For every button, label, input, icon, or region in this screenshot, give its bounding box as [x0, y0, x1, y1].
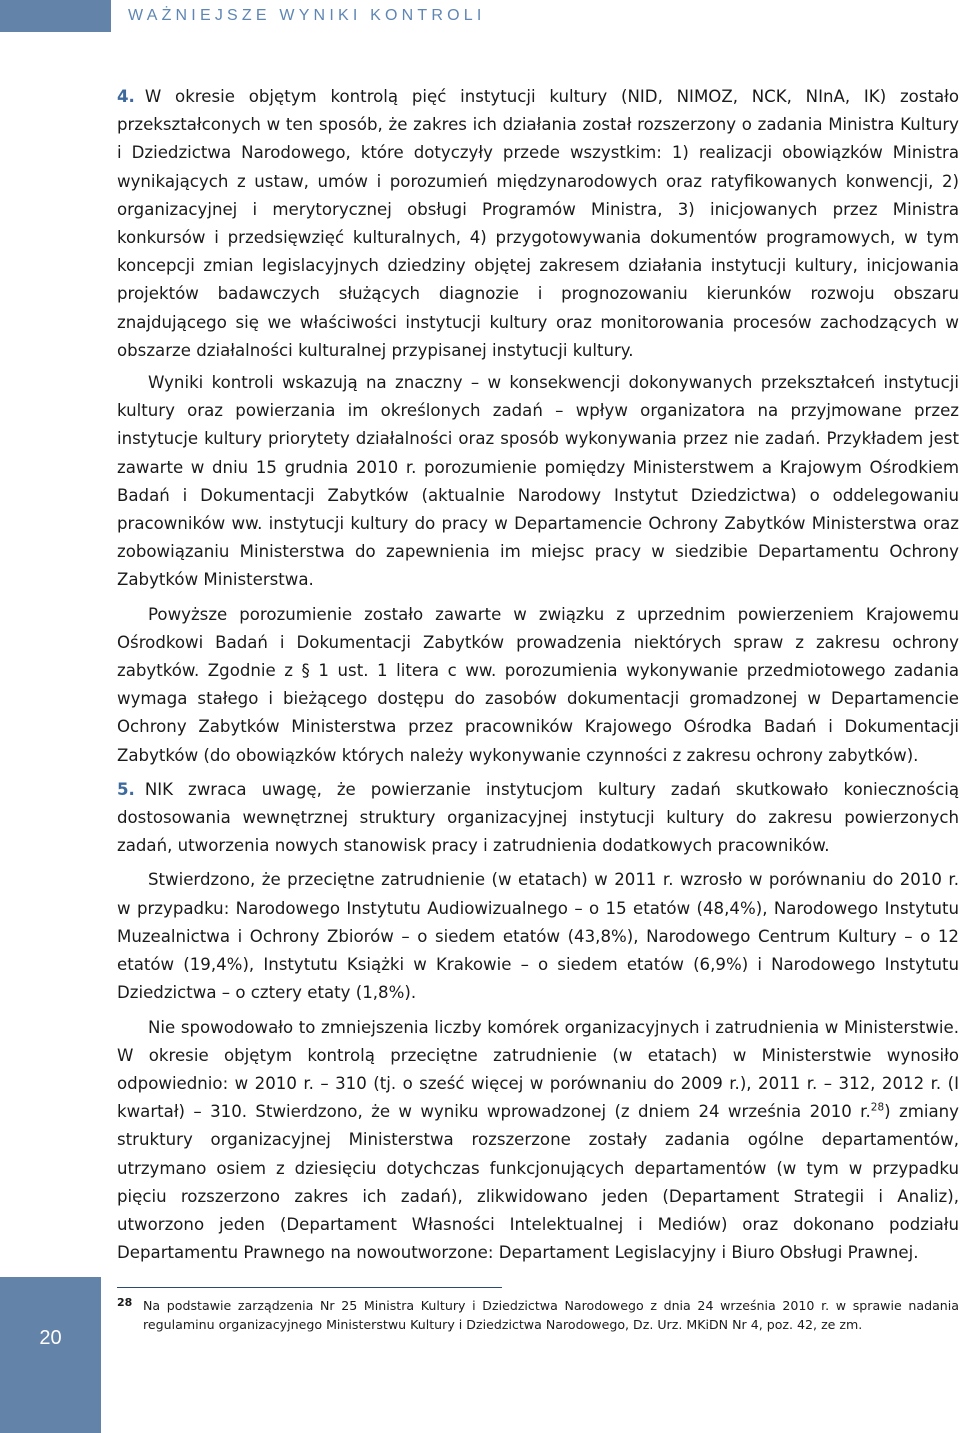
paragraph-text: NIK zwraca uwagę, że powierzanie instytucjom kultury zadań skutkowało koniecznością dostosowania wewnętrznej struktury organizacyjnej instytucji kultury do zakresu powierzonych zadań, utworzenia nowych stanowisk pracy i zatrudnienia dodatkowych pracowników.	[117, 779, 959, 856]
paragraph-point-5	[117, 776, 959, 861]
footnote-divider	[117, 1287, 502, 1288]
paragraph-point-4	[117, 83, 959, 365]
point-number: 4.	[117, 87, 135, 106]
paragraph: Stwierdzono, że przeciętne zatrudnienie (w etatach) w 2011 r. wzrosło w porównaniu do 2010 r. w przypadku: Narodowego Instytutu Audiowizualnego – o 15 etatów (48,4%), Narodowego Instytutu Muzealnictwa i Ochrony Zbiorów – o siedem etatów (43,8%), Narodowego Centrum Kultury – o 12 etatów (19,4%), Instytutu Książki w Krakowie – o siedem etatów (6,9%) i Narodowego Instytutu Dziedzictwa – o cztery etaty (1,8%).	[117, 870, 959, 1003]
paragraph	[117, 1014, 959, 1268]
paragraph: Wyniki kontroli wskazują na znaczny – w konsekwencji dokonywanych przekształceń instytucji kultury oraz powierzania im określonych zadań – wpływ organizatora na przyjmowane przez instytucje kultury priorytety działalności oraz sposób wykonywania przez nie zadań. Przykładem jest zawarte w dniu 15 grudnia 2010 r. porozumienie pomiędzy Ministerstwem a Krajowym Ośrodkiem Badań i Dokumentacji Zabytków (aktualnie Narodowy Instytut Dziedzictwa) o oddelegowaniu pracowników ww. instytucji kultury do pracy w Departamencie Ochrony Zabytków Ministerstwa oraz zobowiązaniu Ministerstwa do zapewnienia im miejsc pracy w siedzibie Departamentu Ochrony Zabytków Ministerstwa.	[117, 373, 959, 590]
paragraph-text: Nie spowodowało to zmniejszenia liczby komórek organizacyjnych i zatrudnienia w Ministerstwie. W okresie objętym kontrolą przeciętne zatrudnienie (w etatach) w Ministerstwie wynosiło odpowiednio: w 2010 r. – 310 (tj. o sześć więcej w porównaniu do 2009 r.), 2011 r. – 312, 2012 r. (I kwartał) – 310. Stwierdzono, że w wyniku wprowadzonej (z dniem 24 września 2010 r.	[117, 1017, 959, 1122]
section-header: WAŻNIEJSZE WYNIKI KONTROLI	[128, 7, 486, 24]
main-content	[117, 83, 959, 1267]
footnote-text: Na podstawie zarządzenia Nr 25 Ministra Kultury i Dziedzictwa Narodowego z dnia 24 września 2010 r. w sprawie nadania regulaminu organizacyjnego Ministerstwu Kultury i Dziedzictwa Narodowego, Dz. Urz. MKiDN Nr 4, poz. 42, ze zm.	[143, 1298, 959, 1332]
paragraph: Powyższe porozumienie zostało zawarte w związku z uprzednim powierzeniem Krajowemu Ośrodkowi Badań i Dokumentacji Zabytków prowadzenia niektórych spraw z zakresu ochrony zabytków. Zgodnie z § 1 ust. 1 litera c ww. porozumienia wykonywanie przedmiotowego zadania wymaga stałego i bieżącego dostępu do zasobów dokumentacji gromadzonej w Departamencie Ochrony Zabytków Ministerstwa przez pracowników Krajowego Ośrodka Badań i Dokumentacji Zabytków (do obowiązków których należy wykonywanie czynności z zakresu ochrony zabytków).	[117, 604, 959, 765]
paragraph-text: ) zmiany struktury organizacyjnej Ministerstwa rozszerzone zostały zadania ogólne departamentów, utrzymano osiem z dziesięciu dotychczas funkcjonujących departamentów (w tym w przypadku pięciu rozszerzono zakres ich zadań), zlikwidowano jeden (Departament Strategii i Analiz), utworzono jeden (Departament Własności Intelektualnej i Mediów) oraz dokonano podziału Departamentu Prawnego na nowoutworzone: Departament Legislacyjny i Biuro Obsługi Prawnej.	[117, 1102, 959, 1263]
paragraph-text: W okresie objętym kontrolą pięć instytucji kultury (NID, NIMOZ, NCK, NInA, IK) zostało przekształconych w ten sposób, że zakres ich działania został rozszerzony o zadania Ministra Kultury i Dziedzictwa Narodowego, które dotyczyły przede wszystkim: 1) realizacji obowiązków Ministra wynikających z ustaw, umów i porozumień międzynarodowych oraz ratyfikowanych konwencji, 2) organizacyjnej i merytorycznej obsługi Programów Ministra, 3) inicjowanych przez Ministra konkursów i przedsięwzięć kulturalnych, 4) przygotowywania dokumentów programowych, w tym koncepcji zmian legislacyjnych dziedziny objętej zakresem działania instytucji kultury, inicjowania projektów badawczych służących diagnozie i prognozowaniu kierunków rozwoju obszaru znajdującego się we właściwości instytucji kultury oraz monitorowania procesów zachodzących w obszarze działalności kulturalnej przypisanej instytucji kultury.	[117, 87, 959, 360]
footnote-reference[interactable]: 28	[870, 1101, 885, 1114]
header-accent-bar	[0, 0, 111, 32]
page-number-tab	[0, 1277, 101, 1433]
footnote	[117, 1296, 959, 1334]
point-number: 5.	[117, 779, 135, 799]
page-number: 20	[39, 1327, 62, 1349]
footnote-marker: 28	[117, 1296, 133, 1309]
